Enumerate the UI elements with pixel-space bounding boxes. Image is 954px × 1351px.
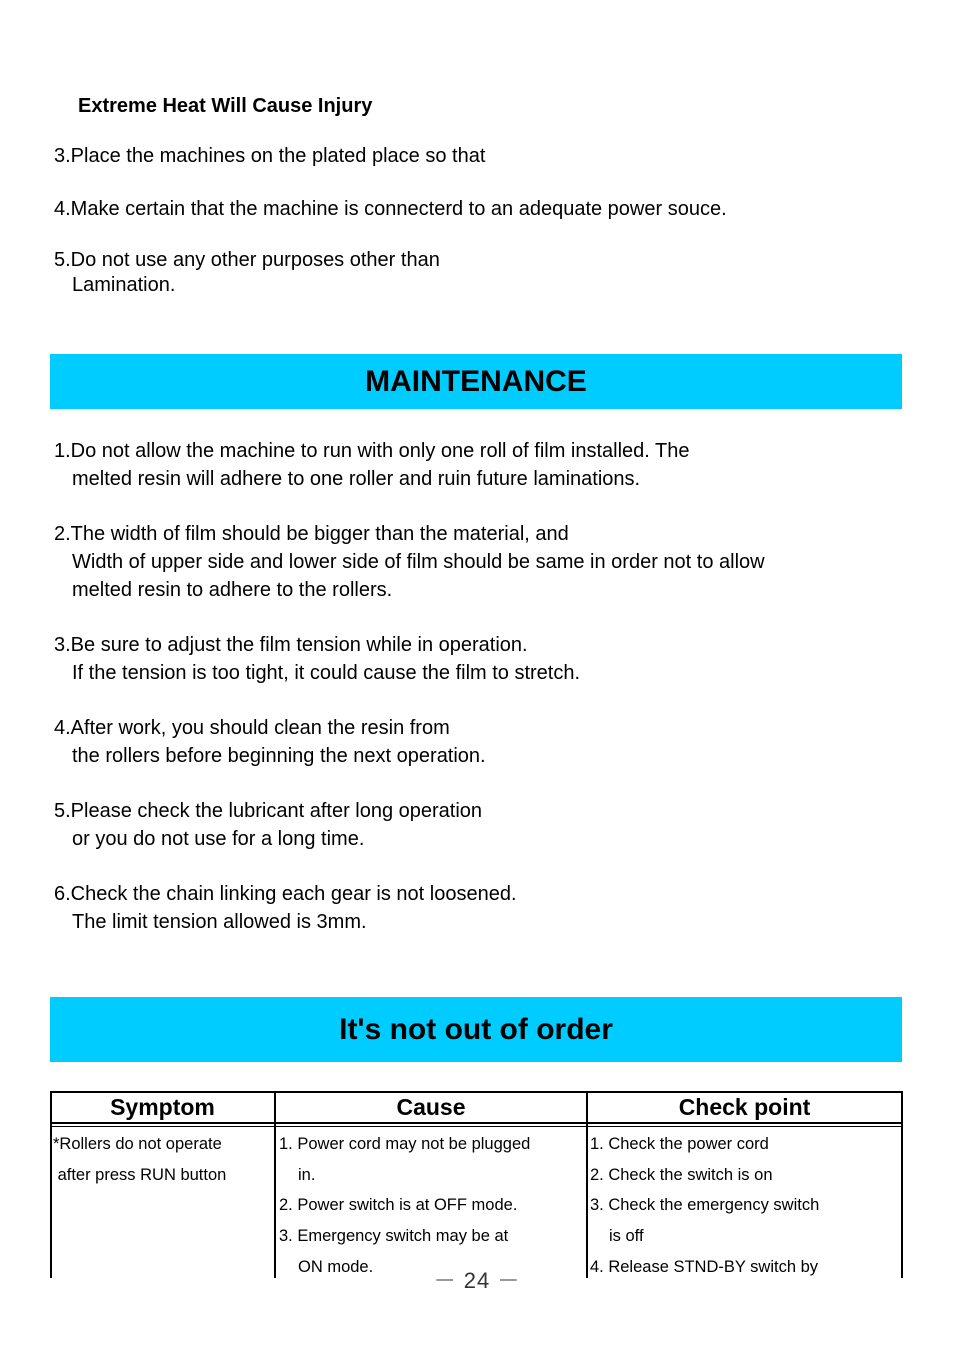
- maintenance-item-1: 1.Do not allow the machine to run with only one roll of film installed. The melted resin will adhere to one roller and ruin future laminations.: [54, 440, 690, 490]
- page-number: － 24 －: [433, 1268, 521, 1293]
- table-cell-check-point: 1. Check the power cord 2. Check the switch is on 3. Check the emergency switch is off 4. Release STND-BY switch by: [590, 1135, 820, 1276]
- maintenance-item-6: 6.Check the chain linking each gear is not loosened. The limit tension allowed is 3mm.: [54, 883, 517, 933]
- warning-item-4: 4.Make certain that the machine is connecterd to an adequate power souce.: [54, 198, 727, 220]
- table-header-cause: Cause: [396, 1094, 466, 1120]
- troubleshooting-title: It's not out of order: [339, 1012, 613, 1046]
- table-header-divider: [50, 1122, 902, 1124]
- table-cell-symptom: *Rollers do not operate after press RUN button: [53, 1135, 227, 1184]
- table-header-check-point: Check point: [678, 1094, 811, 1120]
- maintenance-item-2: 2.The width of film should be bigger than the material, and Width of upper side and lower side of film should be same in order not to allow melted resin to adhere to the rollers.: [54, 523, 765, 601]
- troubleshooting-table: [50, 1091, 902, 1278]
- maintenance-item-5: 5.Please check the lubricant after long operation or you do not use for a long time.: [54, 800, 483, 850]
- maintenance-item-4: 4.After work, you should clean the resin from the rollers before beginning the next operation.: [54, 717, 486, 767]
- warning-item-5: 5.Do not use any other purposes other than Lamination.: [54, 249, 440, 296]
- table-header-divider-inner: [50, 1126, 902, 1127]
- table-cell-cause: 1. Power cord may not be plugged in. 2. Power switch is at OFF mode. 3. Emergency switch may be at ON mode.: [279, 1135, 531, 1276]
- maintenance-title: MAINTENANCE: [365, 364, 587, 398]
- troubleshooting-banner: [50, 997, 902, 1062]
- warning-title: Extreme Heat Will Cause Injury: [78, 95, 373, 117]
- warning-item-3: 3.Place the machines on the plated place so that: [54, 145, 486, 167]
- maintenance-banner: [50, 354, 902, 409]
- table-header-symptom: Symptom: [110, 1094, 215, 1120]
- maintenance-item-3: 3.Be sure to adjust the film tension while in operation. If the tension is too tight, it could cause the film to stretch.: [54, 634, 581, 684]
